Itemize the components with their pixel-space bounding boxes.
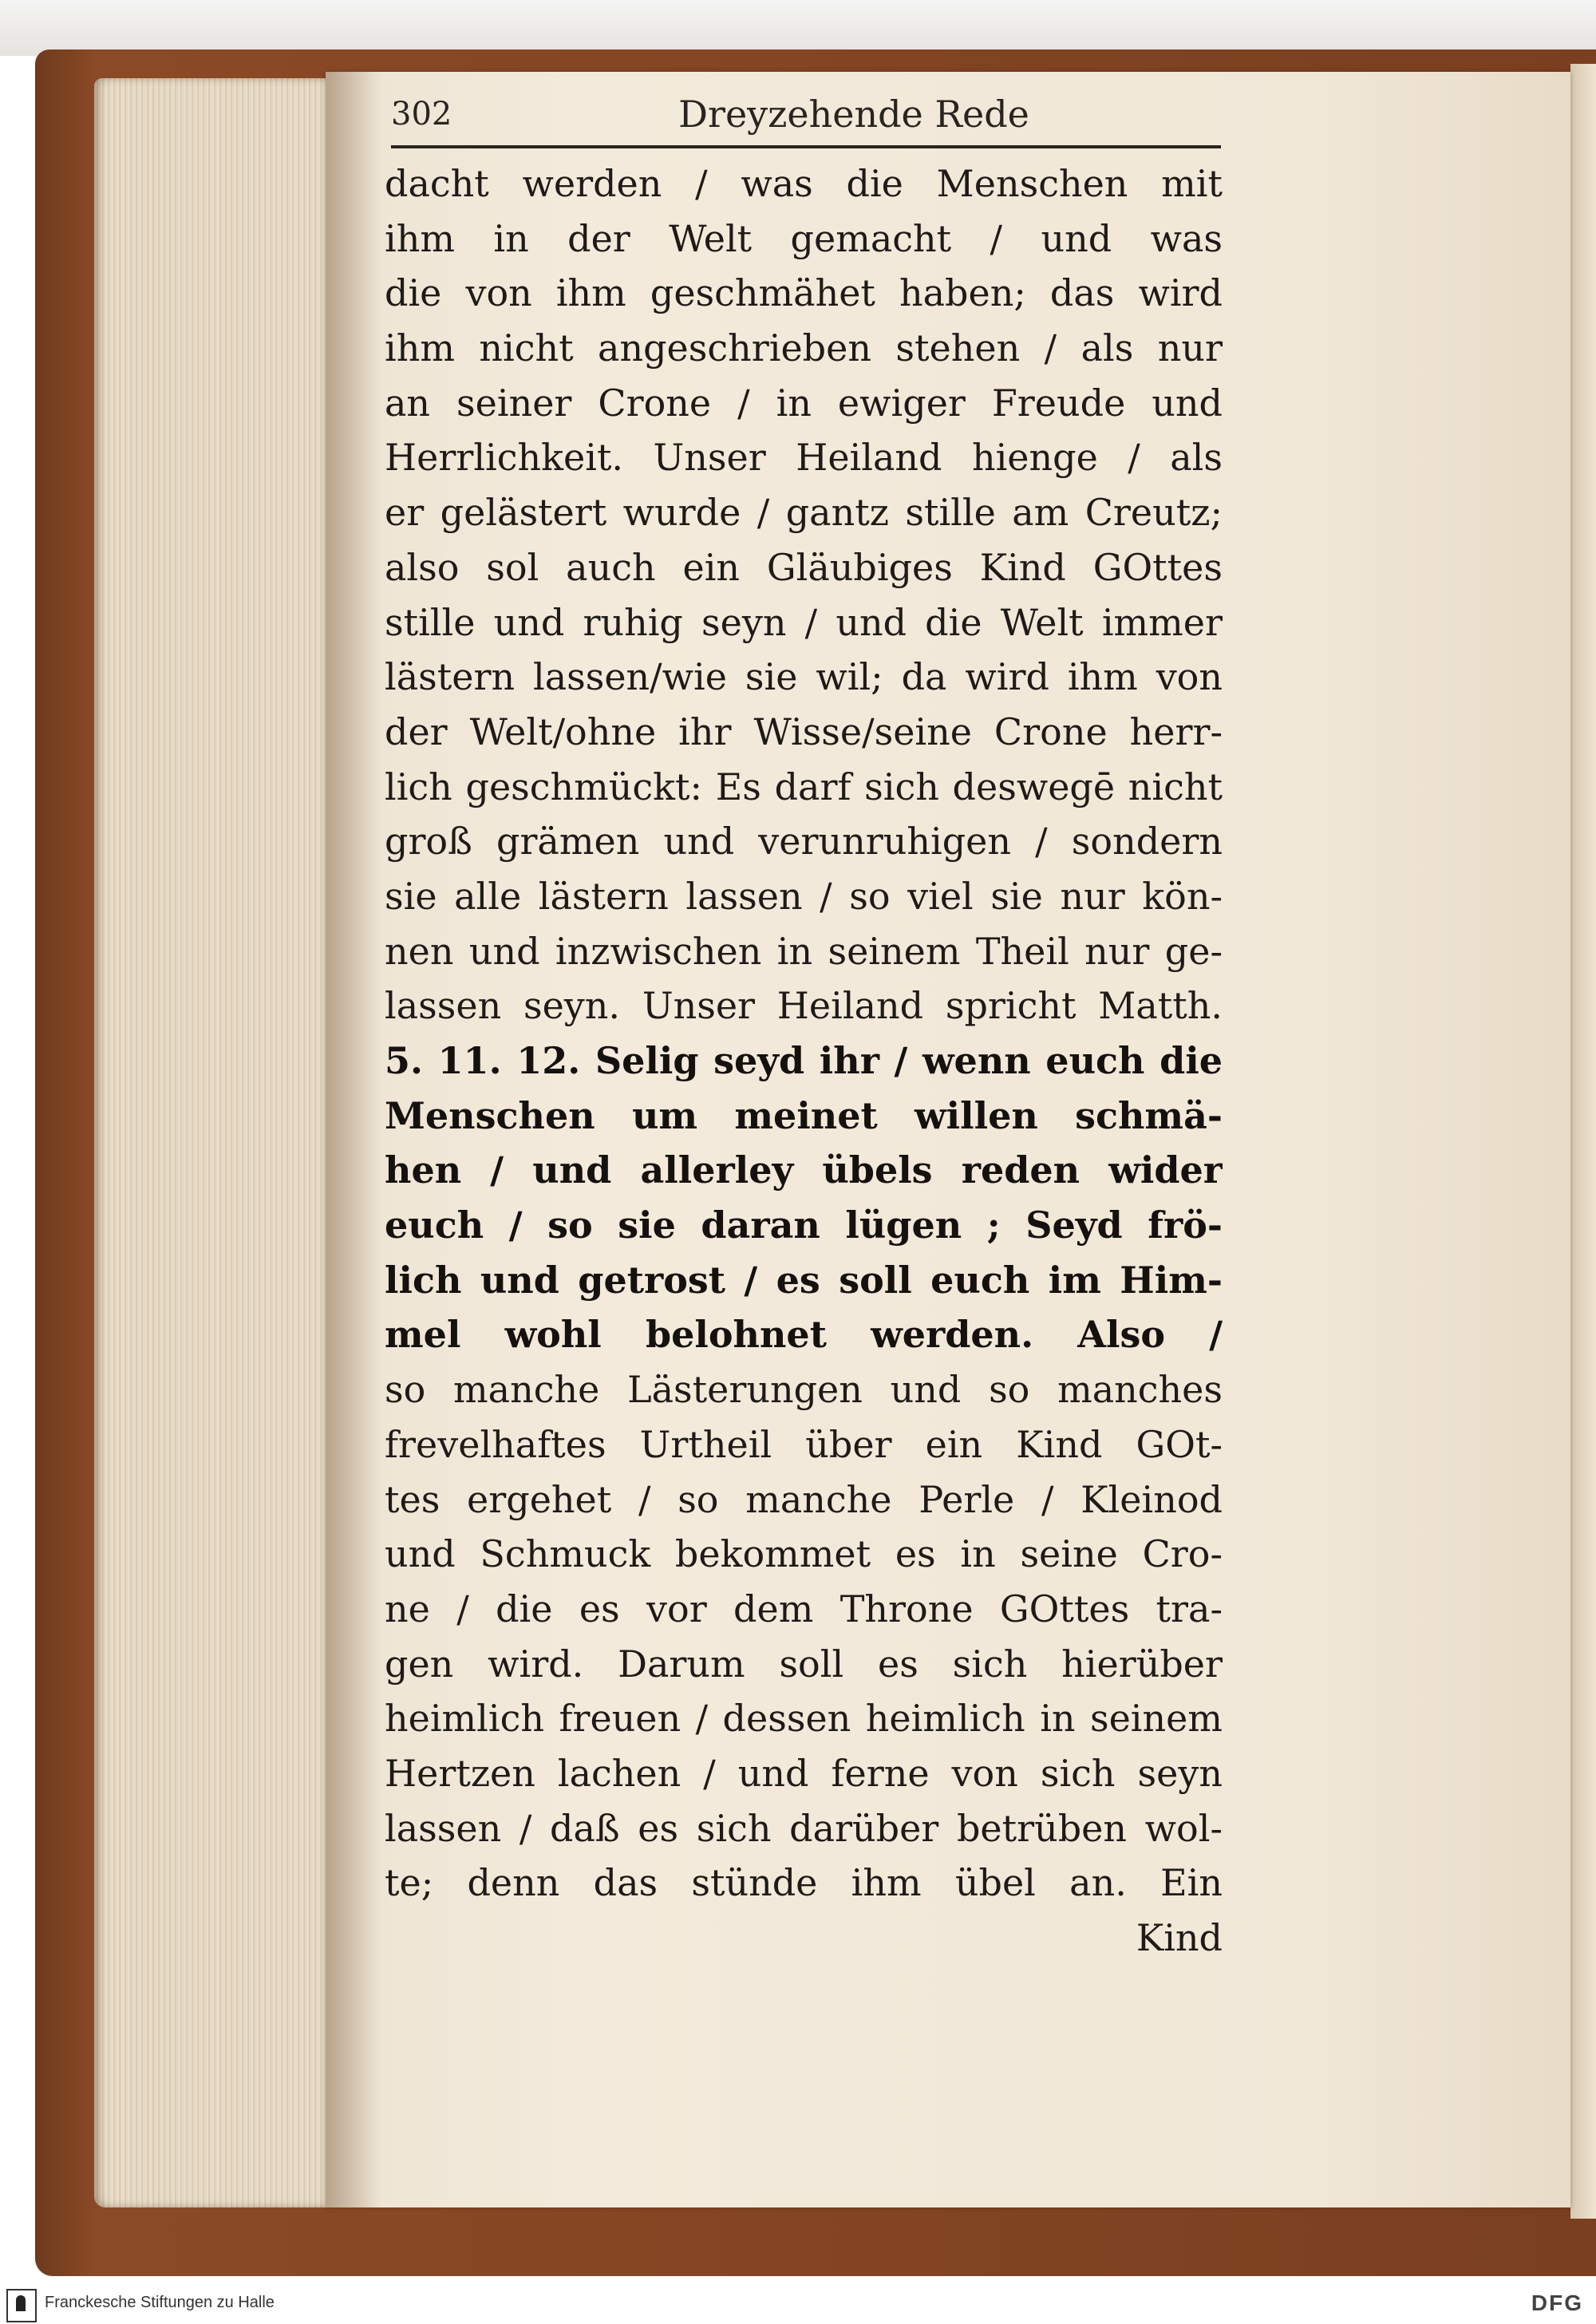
text-line: ihm in der Welt gemacht / und was [385,216,1223,260]
text-line: lassen seyn. Unser Heiland spricht Matth. [385,984,1223,1028]
text-line: ne / die es vor dem Throne GOttes tra- [385,1587,1223,1630]
text-line: nen und inzwischen in seinem Theil nur ge- [385,929,1223,973]
body-text [385,156,1223,1966]
text-line: mel wohl belohnet werden. Also / [385,1313,1223,1357]
text-line: lästern lassen/wie sie wil; da wird ihm von [385,655,1223,699]
text-line: dacht werden / was die Menschen mit [385,162,1223,205]
footer-bar [0,2284,1596,2324]
text-line: hen / und allerley übels reden wider [385,1148,1223,1192]
text-line: der Welt/ohne ihr Wisse/seine Crone herr- [385,709,1223,753]
text-line: an seiner Crone / in ewiger Freude und [385,381,1223,425]
footer-dfg-logo: DFG [1531,2290,1583,2315]
institution-logo-icon [6,2289,37,2322]
text-line: lich geschmückt: Es darf sich deswegē nicht [385,765,1223,808]
footer-institution: Franckesche Stiftungen zu Halle [45,2294,275,2311]
gutter-shadow [326,72,381,2207]
text-line: tes ergehet / so manche Perle / Kleinod [385,1477,1223,1521]
text-line: lassen / daß es sich darüber betrüben wol- [385,1806,1223,1850]
text-line: Herrlichkeit. Unser Heiland hienge / als [385,436,1223,480]
text-line: sie alle lästern lassen / so viel sie nur kön- [385,874,1223,918]
text-line: und Schmuck bekommet es in seine Cro- [385,1532,1223,1576]
text-line: te; denn das stünde ihm übel an. Ein [385,1861,1223,1905]
text-line: gen wird. Darum soll es sich hierüber [385,1642,1223,1686]
facing-page-edge [1570,64,1596,2219]
text-line: groß grämen und verunruhigen / sondern [385,820,1223,864]
text-line: er gelästert wurde / gantz stille am Creutz; [385,491,1223,535]
running-title: Dreyzehende Rede [678,93,1029,136]
text-line: so manche Lästerungen und so manches [385,1368,1223,1412]
scanner-background [0,0,1596,56]
text-line: also sol auch ein Gläubiges Kind GOttes [385,545,1223,589]
text-line: euch / so sie daran lügen ; Seyd frö- [385,1204,1223,1247]
text-line: frevelhaftes Urtheil über ein Kind GOt- [385,1422,1223,1466]
text-line: ihm nicht angeschrieben stehen / als nur [385,326,1223,370]
text-line: lich und getrost / es soll euch im Him- [385,1258,1223,1302]
text-line: Menschen um meinet willen schmä- [385,1093,1223,1137]
text-line: heimlich freuen / dessen heimlich in seinem [385,1697,1223,1741]
text-line: die von ihm geschmähet haben; das wird [385,271,1223,315]
page-edges [94,78,342,2207]
running-head [391,89,1221,148]
text-line: 5. 11. 12. Selig seyd ihr / wenn euch die [385,1039,1223,1082]
text-line: Kind [1136,1916,1223,1959]
text-line: stille und ruhig seyn / und die Welt immer [385,600,1223,644]
text-line: Hertzen lachen / und ferne von sich seyn [385,1751,1223,1795]
page-number: 302 [391,96,452,132]
